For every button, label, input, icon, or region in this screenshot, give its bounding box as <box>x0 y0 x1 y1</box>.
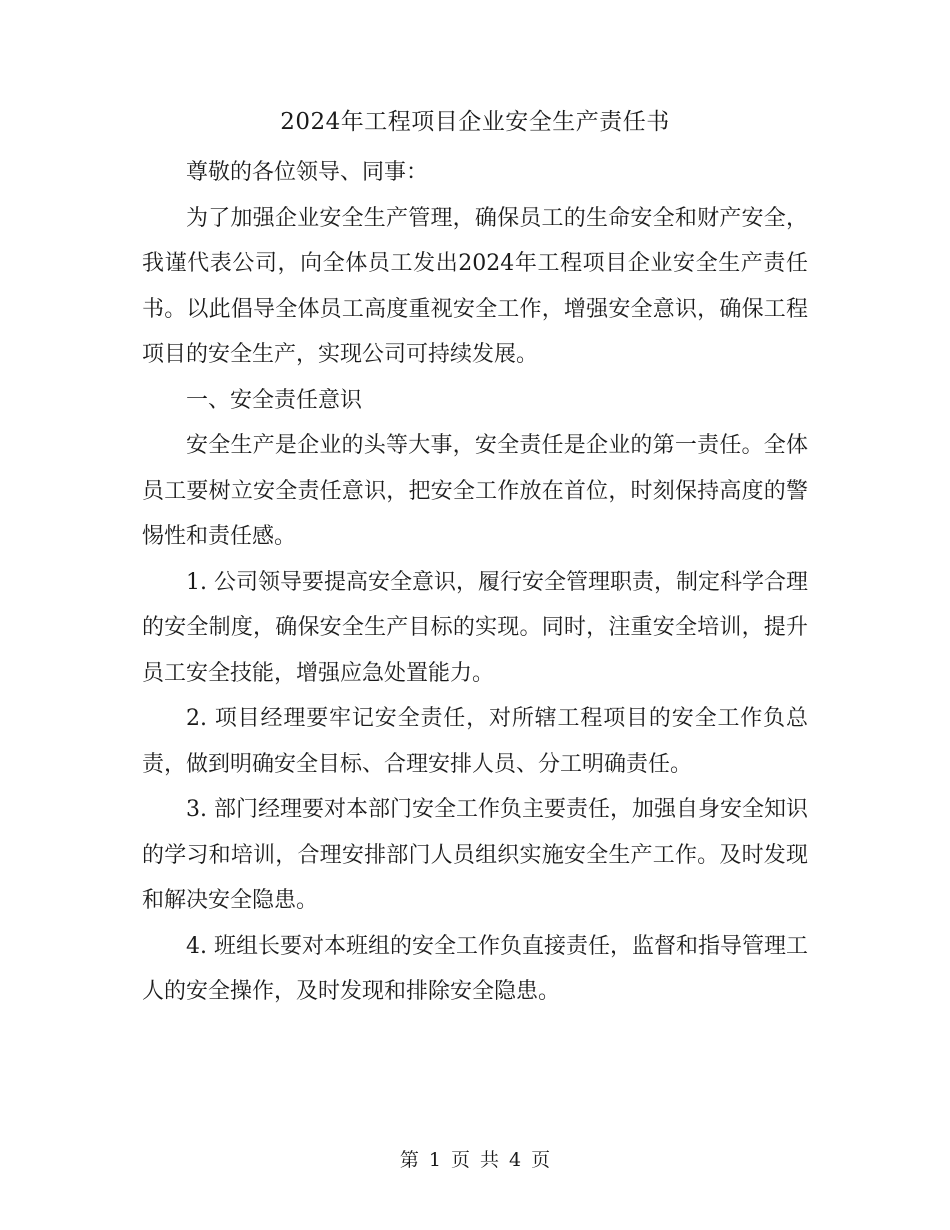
page-footer: 第 1 页 共 4 页 <box>399 1149 551 1171</box>
document-title: 2024年工程项目企业安全生产责任书 <box>280 109 670 135</box>
section-paragraph: 安全生产是企业的头等大事，安全责任是企业的第一责任。全体员工要树立安全责任意识，把安全工作放在首位，时刻保持高度的警惕性和责任感。 <box>142 433 808 549</box>
list-item-4: 4. 班组长要对本班组的安全工作负直接责任，监督和指导管理工人的安全操作，及时发现和排除安全隐患。 <box>142 933 808 1004</box>
document-body <box>142 150 808 1015</box>
intro-paragraph: 为了加强企业安全生产管理，确保员工的生命安全和财产安全，我谨代表公司，向全体员工发出2024年工程项目企业安全生产责任书。以此倡导全体员工高度重视安全工作，增强安全意识，确保工程项目的安全生产，实现公司可持续发展。 <box>142 205 808 367</box>
list-item-3: 3. 部门经理要对本部门安全工作负主要责任，加强自身安全知识的学习和培训，合理安排部门人员组织实施安全生产工作。及时发现和解决安全隐患。 <box>142 797 808 913</box>
list-item-1: 1. 公司领导要提高安全意识，履行安全管理职责，制定科学合理的安全制度，确保安全生产目标的实现。同时，注重安全培训，提升员工安全技能，增强应急处置能力。 <box>142 569 808 686</box>
list-item-2: 2. 项目经理要牢记安全责任，对所辖工程项目的安全工作负总责，做到明确安全目标、合理安排人员、分工明确责任。 <box>142 706 808 777</box>
section-heading: 一、安全责任意识 <box>186 387 363 413</box>
salutation: 尊敬的各位领导、同事： <box>186 160 429 185</box>
